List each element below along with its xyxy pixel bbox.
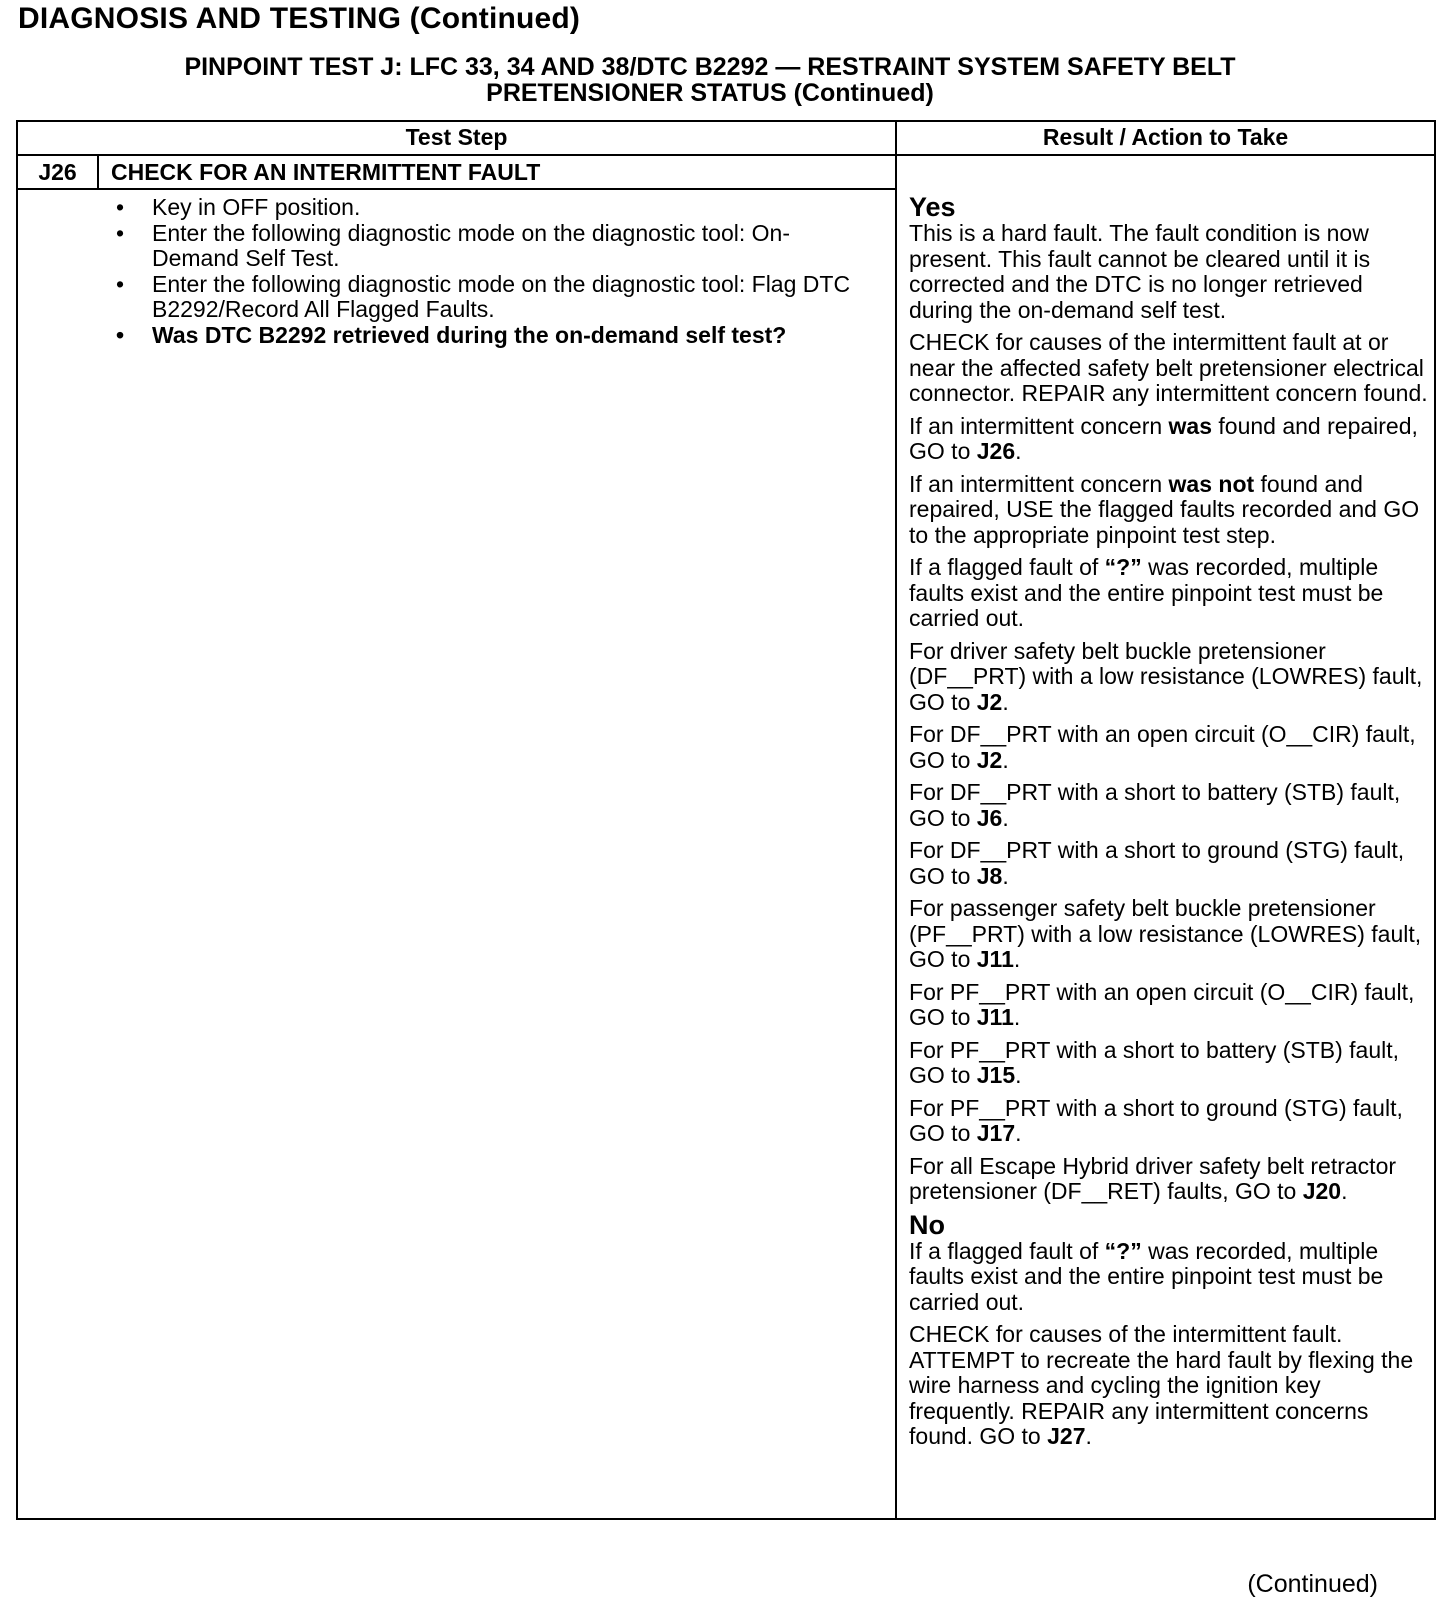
- no-action-paragraph: [909, 1239, 1428, 1316]
- no-action-paragraph: [909, 1322, 1428, 1450]
- action-text: .: [1002, 804, 1009, 831]
- emphasis-text: J2: [976, 688, 1003, 715]
- yes-action-paragraph: [909, 896, 1428, 973]
- step-procedure-cell: [17, 189, 896, 1519]
- action-text: For PF__PRT with an open circuit (O__CIR) fault, GO to: [909, 978, 1415, 1030]
- yes-action-paragraph: [909, 472, 1428, 549]
- action-text: For DF__PRT with a short to battery (STB) fault, GO to: [909, 779, 1401, 831]
- page-heading: DIAGNOSIS AND TESTING (Continued): [18, 2, 581, 35]
- yes-action-paragraph: [909, 1154, 1428, 1205]
- action-text: For driver safety belt buckle pretensioner (DF__PRT) with a low resistance (LOWRES) fault, GO to: [909, 637, 1423, 715]
- no-result-label: No: [909, 1209, 946, 1240]
- emphasis-text: J11: [976, 1004, 1014, 1030]
- action-text: .: [1002, 862, 1009, 889]
- yes-action-paragraph: [909, 555, 1428, 632]
- emphasis-text: “?”: [1104, 554, 1142, 580]
- pinpoint-test-title: [60, 54, 1360, 106]
- action-text: For PF__PRT with a short to battery (STB) fault, GO to: [909, 1036, 1400, 1088]
- yes-action-paragraph: [909, 980, 1428, 1031]
- action-text: For DF__PRT with a short to ground (STG) fault, GO to: [909, 837, 1405, 889]
- yes-action-paragraph: [909, 838, 1428, 889]
- emphasis-text: J27: [1047, 1423, 1086, 1449]
- table-header-row: [17, 121, 1435, 155]
- action-text: found and repaired, GO to: [909, 412, 1418, 464]
- emphasis-text: J20: [1302, 1178, 1342, 1204]
- action-text: If an intermittent concern: [909, 412, 1169, 439]
- step-title-row: [17, 155, 1435, 189]
- emphasis-text: J2: [976, 746, 1003, 773]
- action-text: If an intermittent concern: [909, 470, 1169, 497]
- step-id: J26: [17, 155, 98, 189]
- emphasis-text: J6: [976, 804, 1003, 831]
- action-text: CHECK for causes of the intermittent fault. ATTEMPT to recreate the hard fault by flexing the wire harness and cycling the ignition key frequently. REPAIR any intermittent concerns found. GO to: [909, 1321, 1414, 1449]
- action-text: .: [1085, 1423, 1092, 1449]
- action-text: This is a hard fault. The fault condition is now present. This fault cannot be cleared until it is corrected and the DTC is no longer retrieved during the on-demand self test.: [909, 220, 1371, 323]
- pinpoint-title-line-2: PRETENSIONER STATUS (Continued): [486, 79, 934, 107]
- emphasis-text: J11: [976, 946, 1014, 972]
- action-text: .: [1013, 946, 1021, 972]
- action-text: was recorded, multiple faults exist and the entire pinpoint test must be carried out.: [909, 554, 1384, 631]
- action-text: For all Escape Hybrid driver safety belt retractor pretensioner (DF__RET) faults, GO to: [909, 1152, 1397, 1204]
- step-title: CHECK FOR AN INTERMITTENT FAULT: [98, 155, 896, 189]
- emphasis-text: J8: [976, 862, 1003, 889]
- procedure-item: • Enter the following diagnostic mode on the diagnostic tool: On-Demand Self Test.: [18, 221, 895, 272]
- test-step-column-header: Test Step: [17, 121, 896, 155]
- action-text: found and repaired, USE the flagged faults recorded and GO to the appropriate pinpoint test step.: [909, 470, 1420, 548]
- emphasis-text: J17: [976, 1120, 1016, 1146]
- yes-action-paragraph: [909, 1038, 1428, 1089]
- pinpoint-test-table: [16, 120, 1436, 1520]
- procedure-item: • Key in OFF position.: [18, 195, 895, 221]
- action-text: CHECK for causes of the intermittent fault at or near the affected safety belt pretensioner electrical connector. REPAIR any intermittent concern found.: [909, 329, 1428, 406]
- action-text: If a flagged fault of: [909, 1237, 1105, 1264]
- yes-result-label: Yes: [909, 192, 956, 222]
- action-text: .: [1015, 438, 1022, 464]
- continued-footer: (Continued): [1247, 1570, 1378, 1598]
- emphasis-text: “?”: [1104, 1237, 1142, 1264]
- yes-action-paragraph: [909, 780, 1428, 831]
- action-text: .: [1015, 1062, 1022, 1088]
- yes-action-paragraph: [909, 414, 1428, 465]
- pinpoint-title-line-1: PINPOINT TEST J: LFC 33, 34 AND 38/DTC B2292 — RESTRAINT SYSTEM SAFETY BELT: [184, 53, 1236, 81]
- action-text: For passenger safety belt buckle pretensioner (PF__PRT) with a low resistance (LOWRES) fault, GO to: [909, 895, 1422, 972]
- yes-result-actions: [909, 221, 1428, 1205]
- emphasis-text: was not: [1168, 470, 1255, 497]
- procedure-question: • Was DTC B2292 retrieved during the on-demand self test?: [18, 323, 895, 349]
- action-text: was recorded, multiple faults exist and the entire pinpoint test must be carried out.: [909, 1237, 1384, 1315]
- action-text: .: [1341, 1178, 1348, 1204]
- action-text: For DF__PRT with an open circuit (O__CIR) fault, GO to: [909, 721, 1416, 773]
- action-text: .: [1013, 1004, 1021, 1030]
- emphasis-text: J15: [976, 1062, 1016, 1088]
- action-text: .: [1002, 688, 1009, 715]
- no-result-actions: [909, 1239, 1428, 1450]
- yes-action-paragraph: [909, 639, 1428, 716]
- procedure-list: [18, 190, 895, 348]
- action-text: For PF__PRT with a short to ground (STG) fault, GO to: [909, 1094, 1403, 1146]
- result-column-header: Result / Action to Take: [896, 121, 1435, 155]
- action-text: .: [1015, 1120, 1022, 1146]
- yes-action-paragraph: [909, 330, 1428, 407]
- action-text: If a flagged fault of: [909, 554, 1105, 580]
- yes-action-paragraph: [909, 221, 1428, 323]
- procedure-item: • Enter the following diagnostic mode on the diagnostic tool: Flag DTC B2292/Record All Flagged Faults.: [18, 272, 895, 323]
- yes-action-paragraph: [909, 1096, 1428, 1147]
- result-action-cell: [896, 155, 1435, 1519]
- emphasis-text: J26: [976, 438, 1016, 464]
- emphasis-text: was: [1168, 412, 1213, 439]
- action-text: .: [1002, 746, 1009, 773]
- yes-action-paragraph: [909, 722, 1428, 773]
